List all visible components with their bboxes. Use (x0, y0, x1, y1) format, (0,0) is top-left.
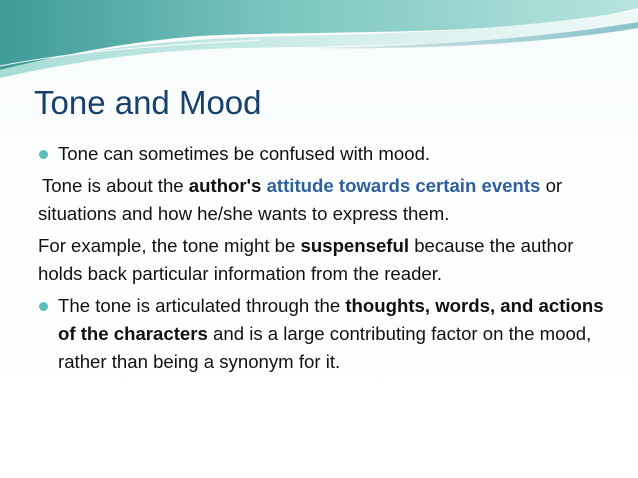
paragraph-2 (38, 172, 618, 228)
paragraph-2-pre: Tone is about the (42, 175, 189, 196)
paragraph-3-bold: suspenseful (300, 235, 410, 256)
paragraph-3-post: because the author holds back particular information from the reader. (38, 235, 574, 284)
paragraph-1 (38, 140, 618, 168)
header-swoosh-decoration (0, 0, 638, 90)
bullet-icon (39, 150, 48, 159)
paragraph-4-bold: thoughts, words, and actions of the characters (58, 295, 604, 344)
paragraph-4-post: and is a large contributing factor on the mood, rather than being a synonym for it. (58, 323, 592, 372)
paragraph-3-pre: For example, the tone might be (38, 235, 301, 256)
slide-title: Tone and Mood (34, 84, 262, 121)
paragraph-2-post: or situations and how he/she wants to express them. (38, 175, 563, 224)
paragraph-4-pre: The tone is articulated through the (58, 295, 346, 316)
slide-body (38, 140, 618, 380)
paragraph-1-text: Tone can sometimes be confused with mood. (58, 143, 431, 164)
paragraph-4 (38, 292, 618, 376)
paragraph-2-highlight: attitude towards certain events (266, 175, 541, 196)
paragraph-3 (38, 232, 618, 288)
bullet-icon (39, 302, 48, 311)
paragraph-2-bold: author's (188, 175, 262, 196)
